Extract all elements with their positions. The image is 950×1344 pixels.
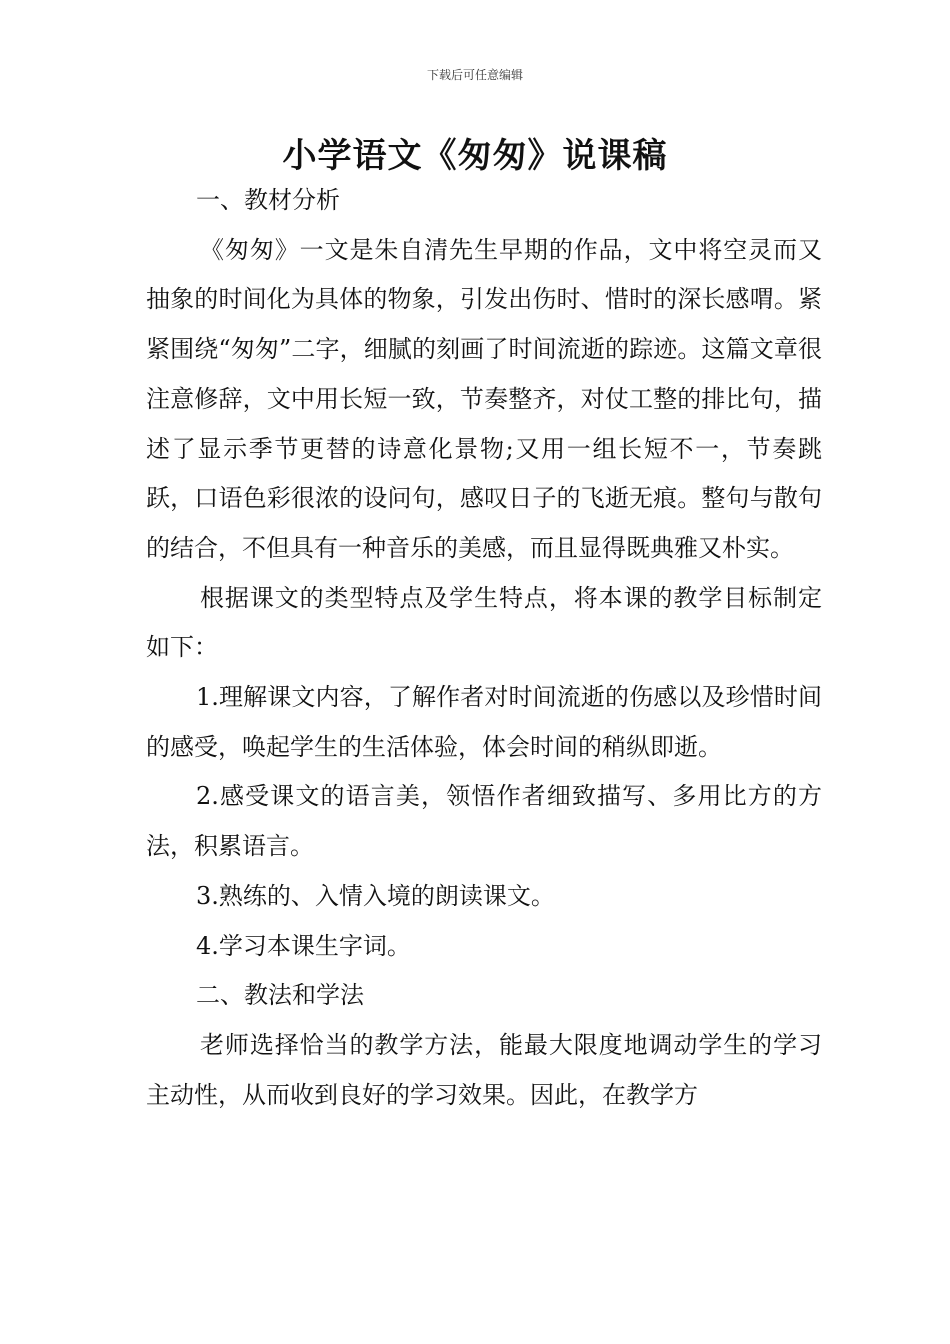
section-heading-2: 二、教法和学法 [196,981,364,1010]
goal-item-1: 1.理解课文内容，了解作者对时间流逝的伤感以及珍惜时间的感受，唤起学生的生活体验，体会时间的稍纵即逝。 [146,683,822,761]
goal-item-2: 2.感受课文的语言美，领悟作者细致描写、多用比方的方法，积累语言。 [146,782,822,861]
paragraph-teaching-methods: 老师选择恰当的教学方法，能最大限度地调动学生的学习主动性，从而收到良好的学习效果。因此，在教学方 [146,1030,822,1109]
goal-item-3: 3.熟练的、入情入境的朗读课文。 [196,881,555,910]
paragraph-material-analysis: 《匆匆》一文是朱自清先生早期的作品，文中将空灵而又抽象的时间化为具体的物象，引发出伤时、惜时的深长感喟。紧紧围绕“匆匆”二字，细腻的刻画了时间流逝的踪迹。这篇文章很注意修辞，文中用长短一致，节奏整齐，对仗工整的排比句，描述了显示季节更替的诗意化景物;又用一组长短不一，节奏跳跃，口语色彩很浓的设问句，感叹日子的飞逝无痕。整句与散句的结合，不但具有一种音乐的美感，而且显得既典雅又朴实。 [146,235,822,562]
paragraph-goals-intro: 根据课文的类型特点及学生特点，将本课的教学目标制定如下： [146,583,822,662]
header-note: 下载后可任意编辑 [426,68,523,82]
document-title: 小学语文《匆匆》说课稿 [282,136,668,176]
section-heading-1: 一、教材分析 [196,186,340,214]
goal-item-4: 4.学习本课生字词。 [196,931,411,960]
document-body [146,176,822,1120]
